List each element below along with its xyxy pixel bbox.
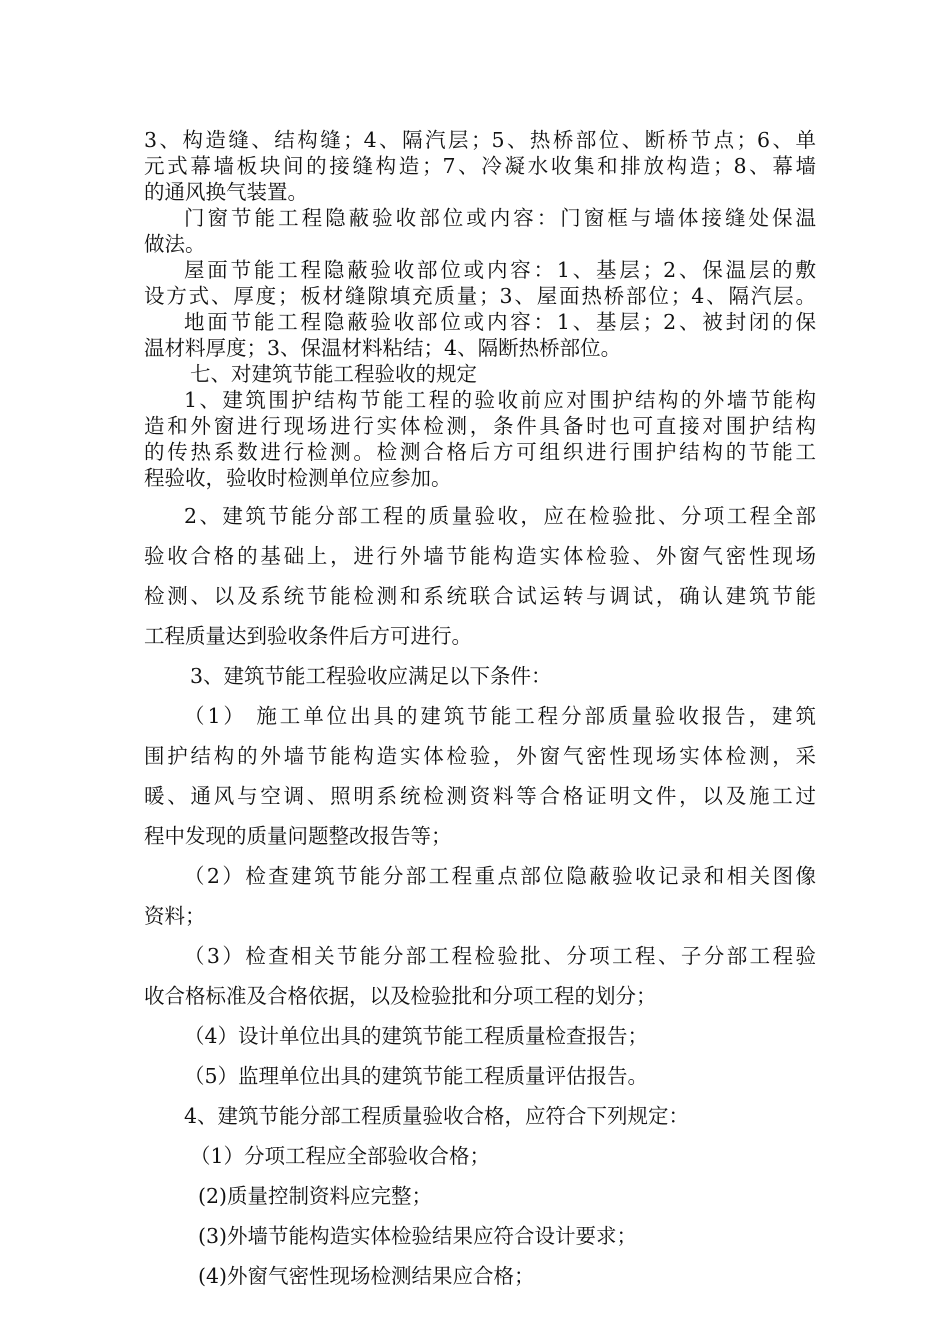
text-line: 3、构造缝、结构缝；4、隔汽层；5、热桥部位、断桥节点；6、单 <box>144 128 816 152</box>
text-line: 检测、以及系统节能检测和系统联合试运转与调试，确认建筑节能 <box>144 584 816 608</box>
text-line: （5）监理单位出具的建筑节能工程质量评估报告。 <box>184 1064 649 1088</box>
text-line: 暖、通风与空调、照明系统检测资料等合格证明文件，以及施工过 <box>144 784 816 808</box>
text-line: 的传热系数进行检测。检测合格后方可组织进行围护结构的节能工 <box>144 440 816 464</box>
text-line: 工程质量达到验收条件后方可进行。 <box>144 624 472 648</box>
text-line: (2)质量控制资料应完整； <box>198 1184 433 1208</box>
text-line: 1、建筑围护结构节能工程的验收前应对围护结构的外墙节能构 <box>184 388 816 412</box>
text-line: 围护结构的外墙节能构造实体检验，外窗气密性现场实体检测，采 <box>144 744 816 768</box>
text-line: （2）检查建筑节能分部工程重点部位隐蔽验收记录和相关图像 <box>184 864 816 888</box>
text-line: （1）分项工程应全部验收合格； <box>190 1144 491 1168</box>
text-line: 的通风换气装置。 <box>144 180 308 204</box>
text-line: 4、建筑节能分部工程质量验收合格，应符合下列规定： <box>184 1104 690 1128</box>
text-line: 3、建筑节能工程验收应满足以下条件： <box>190 664 552 688</box>
text-line: 造和外窗进行现场进行实体检测，条件具备时也可直接对围护结构 <box>144 414 816 438</box>
text-line: 设方式、厚度；板材缝隙填充质量；3、屋面热桥部位；4、隔汽层。 <box>144 284 816 308</box>
text-line: 资料； <box>144 904 206 928</box>
text-line: 2、建筑节能分部工程的质量验收，应在检验批、分项工程全部 <box>184 504 816 528</box>
text-line: 程验收，验收时检测单位应参加。 <box>144 466 452 490</box>
text-line: 门窗节能工程隐蔽验收部位或内容：门窗框与墙体接缝处保温 <box>184 206 816 230</box>
text-line: 程中发现的质量问题整改报告等； <box>144 824 452 848</box>
text-line: （3）检查相关节能分部工程检验批、分项工程、子分部工程验 <box>184 944 816 968</box>
text-line: 做法。 <box>144 232 206 256</box>
text-line: （4）设计单位出具的建筑节能工程质量检查报告； <box>184 1024 649 1048</box>
text-line: 元式幕墙板块间的接缝构造；7、冷凝水收集和排放构造；8、幕墙 <box>144 154 816 178</box>
text-line: 地面节能工程隐蔽验收部位或内容：1、基层；2、被封闭的保 <box>184 310 816 334</box>
text-line: 验收合格的基础上，进行外墙节能构造实体检验、外窗气密性现场 <box>144 544 816 568</box>
text-line: (3)外墙节能构造实体检验结果应符合设计要求； <box>198 1224 638 1248</box>
text-line: 收合格标准及合格依据，以及检验批和分项工程的划分； <box>144 984 657 1008</box>
text-line: 屋面节能工程隐蔽验收部位或内容：1、基层；2、保温层的敷 <box>184 258 816 282</box>
section-heading: 七、对建筑节能工程验收的规定 <box>190 362 477 386</box>
text-line: (4)外窗气密性现场检测结果应合格； <box>198 1264 535 1288</box>
text-line: （1） 施工单位出具的建筑节能工程分部质量验收报告，建筑 <box>184 704 816 728</box>
text-line: 温材料厚度；3、保温材料粘结；4、隔断热桥部位。 <box>144 336 622 360</box>
